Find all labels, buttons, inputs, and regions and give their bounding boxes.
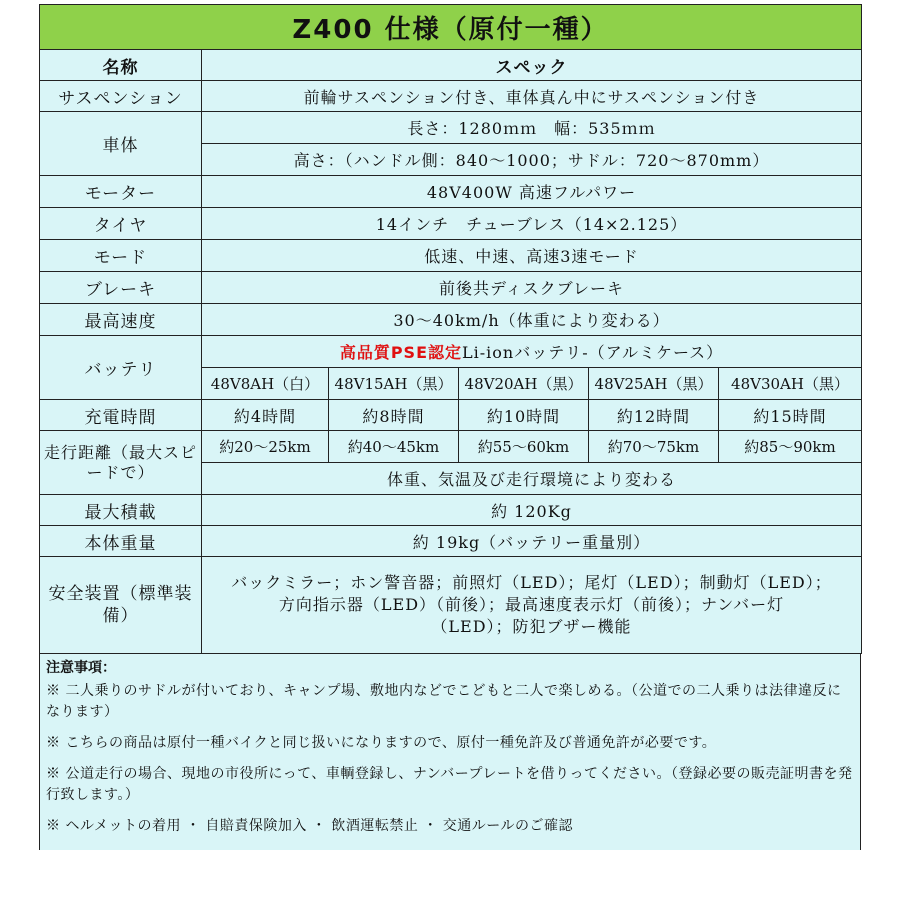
safety-line: バックミラー；ホン警音器；前照灯（LED）；尾灯（LED）；制動灯（LED）；: [231, 573, 832, 592]
safety-value: [202, 557, 862, 654]
range-value: 約40〜45km: [329, 431, 459, 463]
battery-description: [202, 336, 862, 368]
charge-time-value: 約4時間: [202, 400, 329, 431]
max-load-value: 約 120Kg: [202, 495, 862, 526]
brake-label: ブレーキ: [40, 272, 202, 304]
range-value: 約70〜75km: [589, 431, 719, 463]
charge-time-value: 約15時間: [719, 400, 862, 431]
range-note: 体重、気温及び走行環境により変わる: [202, 463, 862, 495]
battery-label: バッテリ: [40, 336, 202, 400]
spec-table: [39, 4, 862, 654]
tire-label: タイヤ: [40, 208, 202, 240]
suspension-label: サスペンション: [40, 81, 202, 112]
body-label: 車体: [40, 112, 202, 176]
page-title: Z400 仕様（原付一種）: [40, 5, 862, 50]
safety-label: 安全装置（標準装備）: [40, 557, 202, 654]
range-value: 約55〜60km: [459, 431, 589, 463]
charge-time-value: 約8時間: [329, 400, 459, 431]
mode-label: モード: [40, 240, 202, 272]
max-speed-label: 最高速度: [40, 304, 202, 336]
mode-value: 低速、中速、高速3速モード: [202, 240, 862, 272]
note-item: ※ 公道走行の場合、現地の市役所にって、車輌登録し、ナンバープレートを借りってください。（登録必要の販売証明書を発行致します。）: [46, 766, 853, 803]
motor-label: モーター: [40, 176, 202, 208]
battery-option: 48V15AH（黒）: [329, 368, 459, 400]
note-item: ※ 二人乗りのサドルが付いており、キャンプ場、敷地内などでこどもと二人で楽しめる。（公道での二人乗りは法律違反になります）: [46, 683, 842, 720]
brake-value: 前後共ディスクブレーキ: [202, 272, 862, 304]
battery-option: 48V30AH（黒）: [719, 368, 862, 400]
header-name: 名称: [40, 50, 202, 81]
motor-value: 48V400W 高速フルパワー: [202, 176, 862, 208]
battery-option: 48V8AH（白）: [202, 368, 329, 400]
note-item: ※ こちらの商品は原付一種バイクと同じ扱いになりますので、原付一種免許及び普通免許が必要です。: [46, 735, 717, 751]
weight-value: 約 19kg（バッテリー重量別）: [202, 526, 862, 557]
safety-line: （LED）；防犯ブザー機能: [431, 617, 632, 636]
suspension-value: 前輪サスペンション付き、車体真ん中にサスペンション付き: [202, 81, 862, 112]
battery-highlight: 高品質PSE認定: [339, 343, 462, 362]
battery-option: 48V20AH（黒）: [459, 368, 589, 400]
max-speed-value: 30〜40km/h（体重により変わる）: [202, 304, 862, 336]
spec-sheet: [39, 4, 861, 850]
safety-line: 方向指示器（LED）（前後）；最高速度表示灯（前後）；ナンバー灯: [278, 595, 785, 614]
range-value: 約20〜25km: [202, 431, 329, 463]
range-value: 約85〜90km: [719, 431, 862, 463]
range-label: 走行距離（最大スピードで）: [40, 431, 202, 495]
charge-time-value: 約10時間: [459, 400, 589, 431]
charge-time-label: 充電時間: [40, 400, 202, 431]
notes-section: [39, 654, 861, 850]
header-spec: スペック: [202, 50, 862, 81]
battery-desc: Li-ionバッテリ-（アルミケース）: [462, 343, 724, 362]
tire-value: 14インチ チューブレス（14×2.125）: [202, 208, 862, 240]
max-load-label: 最大積載: [40, 495, 202, 526]
notes-title: 注意事項：: [46, 660, 116, 676]
battery-option: 48V25AH（黒）: [589, 368, 719, 400]
charge-time-value: 約12時間: [589, 400, 719, 431]
body-height-value: 高さ：（ハンドル側：840〜1000；サドル：720〜870mm）: [202, 144, 862, 176]
note-item: ※ ヘルメットの着用 ・ 自賠責保険加入 ・ 飲酒運転禁止 ・ 交通ルールのご確認: [46, 818, 573, 834]
body-size-value: 長さ：1280ｍｍ 幅：535ｍｍ: [202, 112, 862, 144]
weight-label: 本体重量: [40, 526, 202, 557]
